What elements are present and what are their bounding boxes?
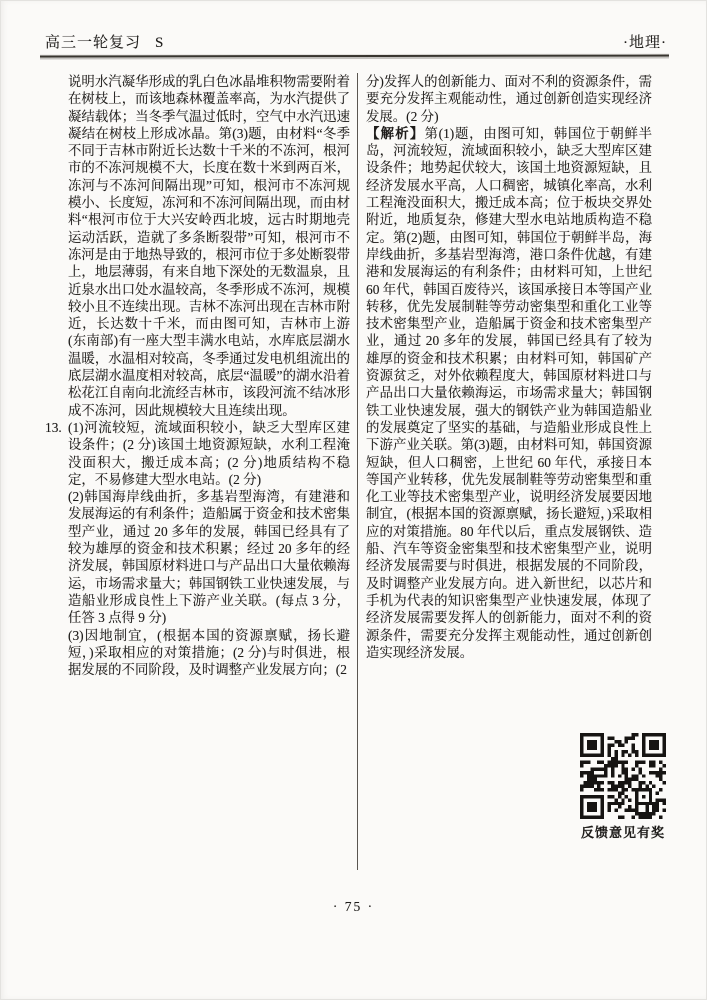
analysis-text: 第(1)题，由图可知，韩国位于朝鲜半岛，河流较短，流域面积较小，缺乏大型库区建设条件；地势起伏较大，该国土地资源短缺，且经济发展水平高，人口稠密，城镇化率高，水利工程淹没面积大，搬迁成本高；位于板块交界处附近，地质复杂，修建大型水电站地质构造不稳定。第(2)题，由图可知，韩国位于朝鲜半岛，海岸线曲折，多基岩型海湾，港口条件优越，有建港和发展海运的有利条件；由材料可知，上世纪 60 年代，韩国百废待兴，该国承接日本等国产业转移，优先发展制鞋等劳动密集型和重化工业等技术密集型产业，造船属于资金和技术密集型产业，通过 20 多年的发展，韩国已经具有了较为雄厚的资金和技术积累；由材料可知，韩国矿产资源贫乏，对外依赖程度大，韩国原材料进口与产品出口大量依赖海运，市场需求量大；韩国钢铁工业快速发展，强大的钢铁产业为韩国造船业的发展奠定了坚实的基础，与造船业形成良性上下游产业关联。第(3)题，由材料可知，韩国资源短缺，但人口稠密，上世纪 60 年代，承接日本等国产业转移，优先发展制鞋等劳动密集型和重化工业等技术密集型产业，说明经济发展要因地制宜，(根据本国的资源禀赋，扬长避短，)采取相应的对策措施。80 年代以后，重点发展钢铁、造船、汽车等资金密集型和技术密集型产业，说明经济发展需要与时俱进，根据发展的不同阶段，及时调整产业发展方向。进入新世纪，以芯片和手机为代表的知识密集型产业快速发展，体现了经济发展需要发挥人的创新能力，面对不利的资源条件，需要充分发挥主观能动性，通过创新创造实现经济发展。	[366, 125, 652, 660]
question-13-answer	[45, 419, 350, 678]
analysis-continuation-paragraph: 说明水汽凝华形成的乳白色冰晶堆积物需要附着在树枝上，而该地森林覆盖率高，为水汽提供了凝结载体；当冬季气温过低时，空气中水汽迅速凝结在树枝上形成冰晶。第(3)题，由材料“冬季不同于吉林市附近长达数十千米的不冻河，根河市的不冻河规模不大，长度在数十米到两百米，冻河与不冻河间隔出现”可知，根河市不冻河规模小、长度短，冻河和不冻河间隔出现，而由材料“根河市位于大兴安岭西北坡，远古时期地壳运动活跃，造就了多条断裂带”可知，根河市不冻河是由于地热导致的，根河市位于多处断裂带上，地层薄弱，有来自地下深处的无数温泉，且近泉水出口处水温较高，冬季形成不冻河，规模较小且不连续出现。吉林不冻河出现在吉林市附近，长达数十千米，而由图可知，吉林市上游(东南部)有一座大型丰满水电站，水库底层湖水温暖，水温相对较高，冬季通过发电机组流出的底层湖水温度相对较高，底层“温暖”的湖水沿着松花江自南向北流经吉林市，该段河流不结冰形成不冻河，因此规模较大且连续出现。	[68, 74, 350, 418]
analysis-label: 【解析】	[366, 125, 425, 141]
booklet-title: 高三一轮复习	[45, 35, 142, 51]
item-body	[68, 419, 350, 678]
answer-part-1: (1)河流较短，流域面积较小，缺乏大型库区建设条件；(2 分)该国土地资源短缺，水利工程淹没面积大，搬迁成本高；(2 分)地质结构不稳定，不易修建大型水电站。(2 分)	[68, 419, 350, 487]
answer-part-2: (2)韩国海岸线曲折，多基岩型海湾，有建港和发展海运的有利条件；造船属于资金和技术密集型产业，通过 20 多年的发展，韩国已经具有了较为雄厚的资金和技术积累；经过 20 多年的经济发展，韩国原材料进口与产品出口大量依赖海运，市场需求量大；韩国钢铁工业快速发展，与造船业形成良性上下游产业关联。(每点 3 分，任答 3 点得 9 分)	[68, 489, 350, 626]
answer-part-3: (3)因地制宜，(根据本国的资源禀赋，扬长避短，)采取相应的对策措施；(2 分)与时俱进，根据发展的不同阶段，及时调整产业发展方向；(2	[68, 627, 350, 678]
subject-label: ·地理·	[623, 35, 667, 51]
answer-continuation-paragraph: 分)发挥人的创新能力、面对不利的资源条件，需要充分发挥主观能动性，通过创新创造实现经济发展。(2 分)	[366, 74, 652, 124]
edition-code: S	[155, 35, 164, 51]
item-number: 13.	[45, 419, 62, 435]
column-divider	[357, 73, 358, 870]
qr-code-icon	[580, 733, 666, 819]
header-left	[45, 31, 163, 52]
feedback-qr-block	[578, 733, 668, 841]
page-header	[45, 31, 667, 52]
analysis-paragraph	[366, 125, 652, 661]
content-columns	[45, 73, 652, 870]
qr-caption: 反馈意见有奖	[580, 825, 665, 840]
left-column	[45, 73, 350, 870]
page-number: · 75 ·	[332, 899, 375, 914]
page-footer	[0, 899, 707, 915]
header-rule	[40, 55, 669, 58]
